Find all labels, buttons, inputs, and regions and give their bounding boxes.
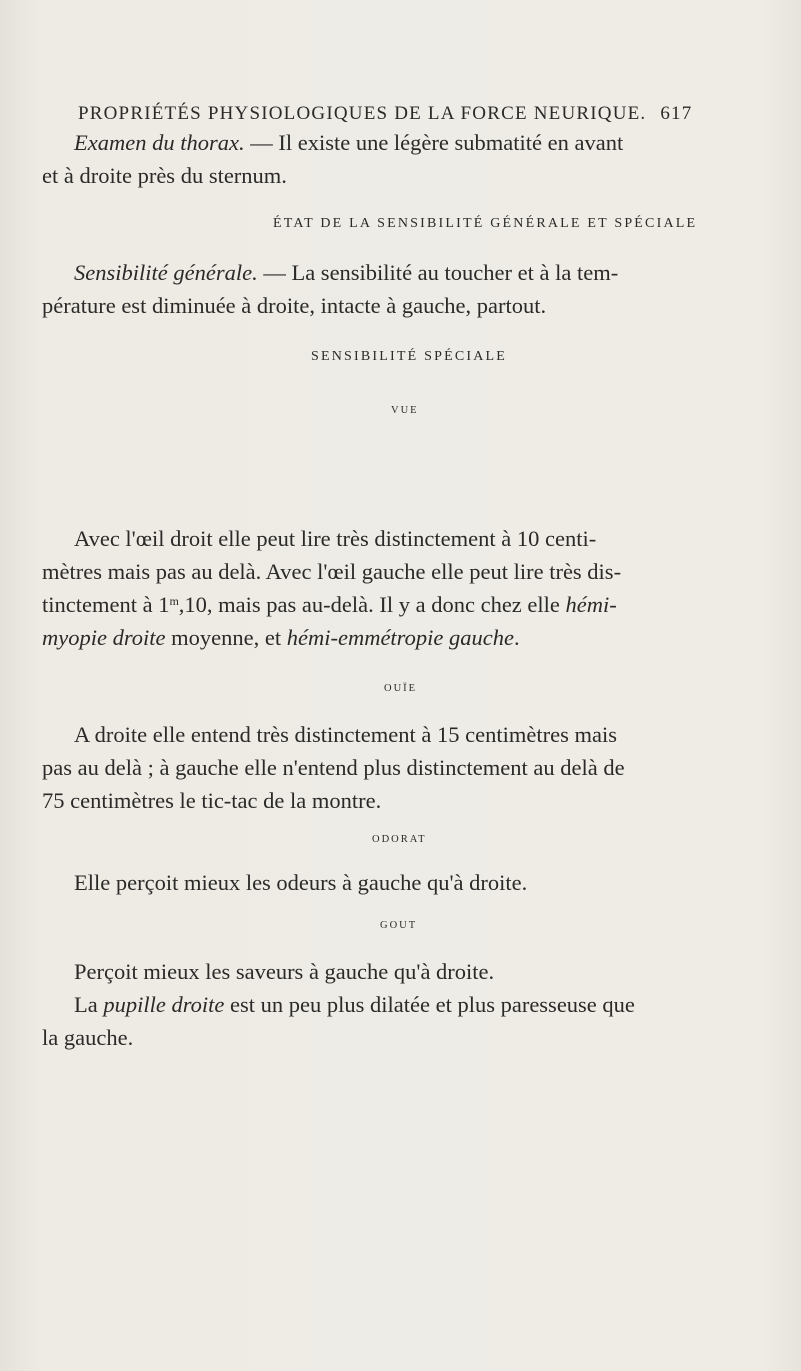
gout-line-1: Perçoit mieux les saveurs à gauche qu'à droite. <box>74 959 495 984</box>
vue-line-3-sup: m <box>169 594 179 608</box>
vue-line-4 <box>42 621 742 654</box>
thorax-line-2: et à droite près du sternum. <box>42 163 287 188</box>
subsection-title-odorat: ODORAT <box>372 834 427 845</box>
subsection-title-vue: VUE <box>391 405 419 416</box>
generale-lead: Sensibilité générale. <box>74 260 258 285</box>
thorax-lead: Examen du thorax. <box>74 130 245 155</box>
generale-line-2: pérature est diminuée à droite, intacte à gauche, partout. <box>42 293 547 318</box>
page-number: 617 <box>660 103 693 124</box>
running-title: PROPRIÉTÉS PHYSIOLOGIQUES DE LA FORCE NEURIQUE. <box>78 103 647 124</box>
vue-line-3-em: hémi- <box>565 592 617 617</box>
gout-line-3: la gauche. <box>42 1025 134 1050</box>
section-title-etat: ÉTAT DE LA SENSIBILITÉ GÉNÉRALE ET SPÉCIALE <box>273 216 698 231</box>
vue-line-4-em1: myopie droite <box>42 625 166 650</box>
subsection-title-ouie: OUÏE <box>384 683 418 694</box>
ouie-line-3: 75 centimètres le tic-tac de la montre. <box>42 788 382 813</box>
subsection-title-gout: GOUT <box>380 920 418 931</box>
generale-paragraph <box>42 256 742 322</box>
odorat-line-1: Elle perçoit mieux les odeurs à gauche qu'à droite. <box>74 870 528 895</box>
thorax-paragraph <box>42 126 742 192</box>
generale-text: — La sensibilité au toucher et à la tem- <box>257 260 619 285</box>
ouie-line-2: pas au delà ; à gauche elle n'entend plus distinctement au delà de <box>42 755 625 780</box>
thorax-line-1 <box>42 126 742 159</box>
gout-line-2-a: La <box>74 992 104 1017</box>
vue-line-3-a: tinctement à 1 <box>42 592 170 617</box>
gout-paragraph <box>42 955 742 1054</box>
vue-line-3 <box>42 588 742 621</box>
odorat-paragraph <box>42 866 742 899</box>
thorax-text: — Il existe une légère submatité en avant <box>244 130 624 155</box>
ouie-paragraph <box>42 718 742 817</box>
section-title-speciale: SENSIBILITÉ SPÉCIALE <box>311 349 508 364</box>
gout-line-2 <box>42 988 742 1021</box>
running-header <box>78 103 778 125</box>
vue-line-4-a: moyenne, et <box>165 625 287 650</box>
gout-line-2-em: pupille droite <box>103 992 225 1017</box>
vue-line-3-b: ,10, mais pas au-delà. Il y a donc chez elle <box>178 592 566 617</box>
vue-paragraph <box>42 522 742 654</box>
vue-line-2: mètres mais pas au delà. Avec l'œil gauche elle peut lire très dis- <box>42 559 622 584</box>
vue-line-4-em2: hémi-emmétropie gauche <box>286 625 514 650</box>
vue-line-1: Avec l'œil droit elle peut lire très distinctement à 10 centi- <box>74 526 597 551</box>
generale-line-1 <box>42 256 742 289</box>
vue-line-4-end: . <box>513 625 520 650</box>
gout-line-2-b: est un peu plus dilatée et plus paresseuse que <box>224 992 635 1017</box>
ouie-line-1: A droite elle entend très distinctement à 15 centimètres mais <box>74 722 617 747</box>
